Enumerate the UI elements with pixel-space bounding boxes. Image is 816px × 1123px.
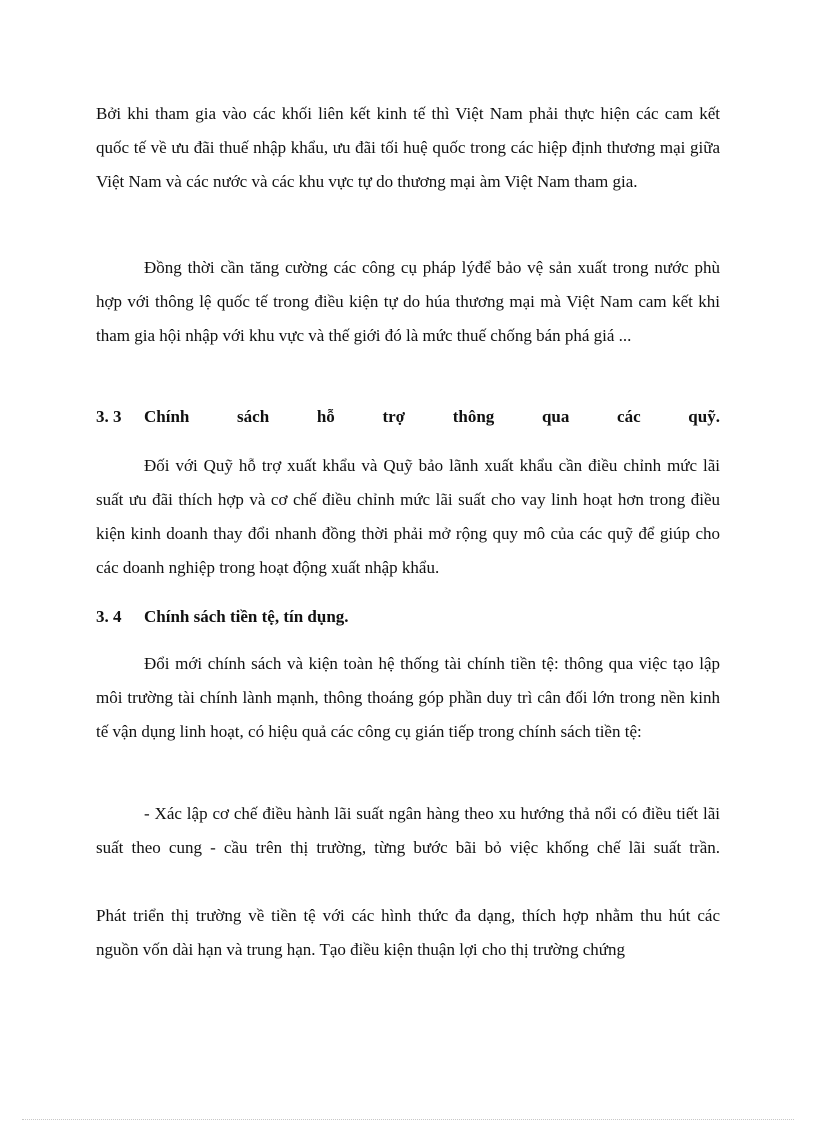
- paragraph-2: Đồng thời cần tăng cường các công cụ pháp lýđể bảo vệ sản xuất trong nước phù hợp với thông lệ quốc tế trong điều kiện tự do húa thương mại mà Việt Nam cam kết khi tham gia hội nhập với khu vực và thế giới đó là mức thuế chống bán phá giá ...: [96, 258, 720, 345]
- heading-3-3-word: hỗ: [316, 407, 335, 426]
- paragraph-3: Đối với Quỹ hỗ trợ xuất khẩu và Quỹ bảo lãnh xuất khẩu cần điều chỉnh mức lãi suất ưu đãi thích hợp và cơ chế điều chỉnh mức lãi suất cho vay linh hoạt hơn trong điều kiện kinh doanh thay đổi nhanh đồng thời phải mở rộng quy mô của các quỹ để giúp cho các doanh nghiệp trong hoạt động xuất nhập khẩu.: [96, 456, 720, 577]
- heading-3-3-word: trợ: [382, 407, 406, 426]
- paragraph-6-block: [96, 899, 720, 967]
- page-bottom-divider: [22, 1119, 794, 1120]
- paragraph-1: Bởi khi tham gia vào các khối liên kết kinh tế thì Việt Nam phải thực hiện các cam kết quốc tế về ưu đãi thuế nhập khẩu, ưu đãi tối huệ quốc trong các hiệp định thương mại giữa Việt Nam và các nước và các khu vực tự do thương mại àm Việt Nam tham gia.: [96, 104, 720, 191]
- paragraph-5: - Xác lập cơ chế điều hành lãi suất ngân hàng theo xu hướng thả nổi có điều tiết lãi suất theo cung - cầu trên thị trường, từng bước bãi bỏ việc khống chế lãi suất trần.: [96, 804, 720, 857]
- heading-3-4: [96, 600, 720, 634]
- heading-3-3: [96, 400, 720, 434]
- heading-3-4-number: 3. 4: [96, 607, 122, 626]
- paragraph-4-block: [96, 647, 720, 749]
- heading-3-3-word: thông: [452, 407, 495, 426]
- heading-3-3-block: [96, 400, 720, 434]
- paragraph-2-block: [96, 251, 720, 353]
- paragraph-1-block: [96, 97, 720, 199]
- heading-3-3-word: qua: [541, 407, 570, 426]
- heading-3-3-title: [144, 400, 720, 434]
- heading-3-4-title: Chính sách tiền tệ, tín dụng.: [144, 607, 349, 626]
- heading-3-3-word: các: [617, 407, 641, 426]
- heading-3-3-word: quỹ.: [688, 407, 720, 426]
- heading-3-4-block: [96, 600, 720, 634]
- paragraph-4: Đổi mới chính sách và kiện toàn hệ thống tài chính tiền tệ: thông qua việc tạo lập môi trường tài chính lành mạnh, thông thoáng góp phần duy trì cân đối lớn trong nền kinh tế vận dụng linh hoạt, có hiệu quả các công cụ gián tiếp trong chính sách tiền tệ:: [96, 654, 720, 741]
- heading-3-3-word: sách: [237, 407, 270, 426]
- paragraph-5-block: [96, 797, 720, 865]
- paragraph-3-block: [96, 449, 720, 585]
- heading-3-3-number: 3. 3: [96, 407, 122, 426]
- heading-3-3-word: Chính: [144, 407, 190, 426]
- paragraph-6: Phát triển thị trường về tiền tệ với các hình thức đa dạng, thích hợp nhằm thu hút các nguồn vốn dài hạn và trung hạn. Tạo điều kiện thuận lợi cho thị trường chứng: [96, 906, 720, 959]
